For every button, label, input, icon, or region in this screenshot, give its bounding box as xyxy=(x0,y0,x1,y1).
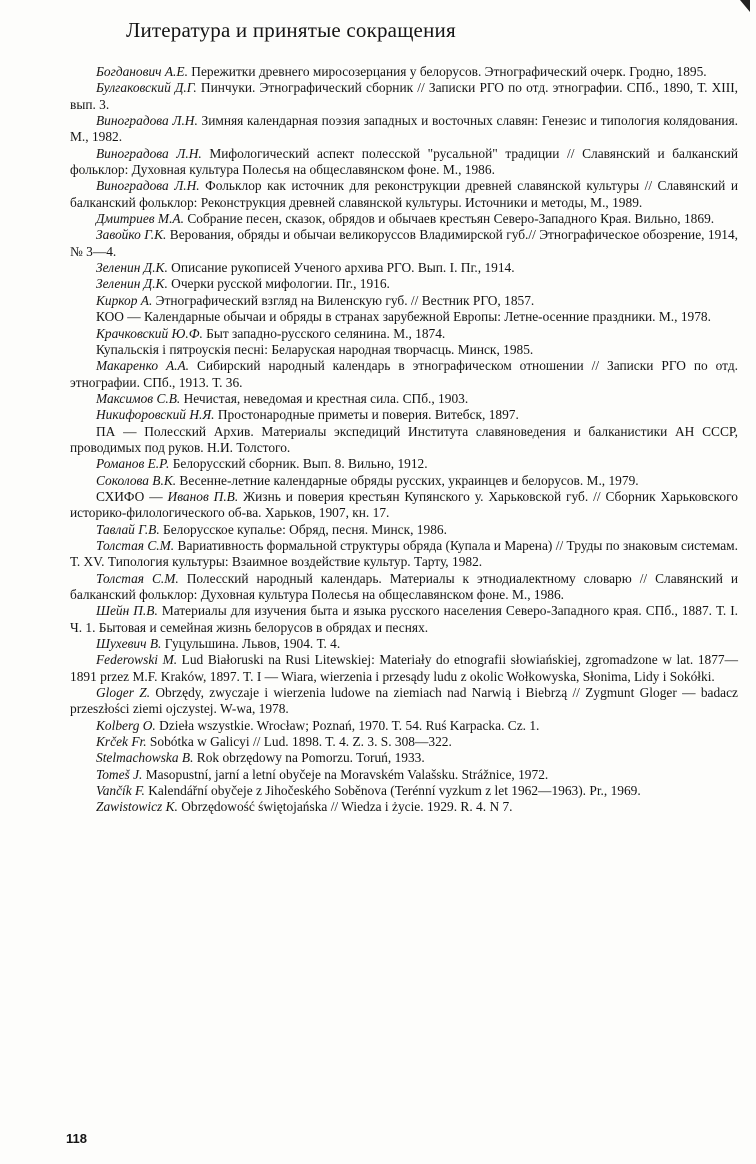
reference-text: Obrzędy, zwyczaje i wierzenia ludowe na ziemiach nad Narwią i Biebrzą // Zygmunt Gloger — badacz przeszłości ziemi ojczystej. W-wa, 1978. xyxy=(70,685,738,717)
reference-entry xyxy=(70,293,738,309)
reference-entry xyxy=(70,326,738,342)
page-number: 118 xyxy=(66,1131,87,1146)
reference-author: Виноградова Л.Н. xyxy=(96,113,198,129)
reference-entry xyxy=(70,391,738,407)
reference-author: Романов Е.Р. xyxy=(96,456,170,472)
reference-text: Пережитки древнего миросозерцания у белорусов. Этнографический очерк. Гродно, 1895. xyxy=(187,64,707,79)
reference-author: Богданович А.Е. xyxy=(96,64,188,79)
reference-author: Zawistowicz K. xyxy=(96,799,178,815)
reference-entry xyxy=(70,309,738,325)
page-heading: Литература и принятые сокращения xyxy=(126,18,456,42)
reference-entry xyxy=(70,652,738,685)
reference-text: Зимняя календарная поэзия западных и восточных славян: Генезис и типология колядования. М., 1982. xyxy=(70,113,738,145)
reference-text: Obrzędowość świętojańska // Wiedza i życie. 1929. R. 4. N 7. xyxy=(177,799,513,815)
reference-text: Гуцульшина. Львов, 1904. Т. 4. xyxy=(161,636,341,652)
reference-author: Соколова В.К. xyxy=(96,472,177,488)
reference-text: Полесский народный календарь. Материалы к этнодиалектному словарю // Славянский и балканский фольклор: Духовная культура Полесья на общеславянском фоне. М., 1986. xyxy=(70,570,738,602)
reference-text: Rok obrzędowy na Pomorzu. Toruń, 1933. xyxy=(193,750,425,766)
reference-entry xyxy=(70,227,738,260)
reference-author: Виноградова Л.Н. xyxy=(96,178,200,194)
reference-entry xyxy=(70,407,738,423)
reference-entry xyxy=(70,473,738,489)
reference-author: Киркор А. xyxy=(96,292,153,308)
reference-author: Толстая С.М. xyxy=(96,570,179,586)
reference-text: Сибирский народный календарь в этнографическом отношении // Записки РГО по отд. этнографии. СПб., 1913. Т. 36. xyxy=(70,358,739,390)
reference-text: ПА — Полесский Архив. Материалы экспедиций Института славяноведения и балканистики АН СССР, проводимых под руков. Н.И. Толстого. xyxy=(70,423,738,455)
reference-entry xyxy=(70,80,738,113)
reference-text: Верования, обряды и обычаи великоруссов Владимирской губ.// Этнографическое обозрение, 1914, № 3—4. xyxy=(70,227,739,259)
reference-author: Иванов П.В. xyxy=(167,488,239,504)
reference-list xyxy=(70,64,738,816)
reference-text: Купальскія і пятроускія песні: Беларуская народная творчасць. Минск, 1985. xyxy=(96,341,534,357)
reference-text: Dzieła wszystkie. Wrocław; Poznań, 1970. T. 54. Ruś Karpacka. Cz. 1. xyxy=(155,717,540,733)
reference-entry xyxy=(70,571,738,604)
reference-text: Lud Białoruski na Rusi Litewskiej: Materiały do etnografii słowiańskiej, zgromadzone w lat. 1877—1891 przez M.F. Kraków, 1897. T. I — Wiara, wierzenia i przesądy ludu z okolic Wołkowyska, Słonima, Lidy i Sokółki. xyxy=(70,652,739,684)
reference-entry xyxy=(70,260,738,276)
reference-entry xyxy=(70,522,738,538)
reference-entry xyxy=(70,358,738,391)
reference-entry xyxy=(70,146,738,179)
reference-author: Тавлай Г.В. xyxy=(96,521,160,537)
reference-text: Описание рукописей Ученого архива РГО. Вып. I. Пг., 1914. xyxy=(167,260,515,276)
reference-author: Макаренко А.А. xyxy=(96,358,190,374)
reference-author: Шухевич В. xyxy=(96,636,162,652)
corner-crop-mark xyxy=(740,0,750,12)
reference-author: Крачковский Ю.Ф. xyxy=(96,325,203,341)
reference-author: Зеленин Д.К. xyxy=(96,260,168,276)
reference-text: Мифологический аспект полесской "русальной" традиции // Славянский и балканский фольклор: Духовная культура Полесья на общеславянском фоне. М., 1986. xyxy=(70,145,738,178)
reference-author: Толстая С.М. xyxy=(96,537,175,553)
reference-prefix: СХИФО — xyxy=(96,488,168,504)
reference-entry xyxy=(70,685,738,718)
reference-text: Весенне-летние календарные обряды русских, украинцев и белорусов. М., 1979. xyxy=(176,472,639,488)
reference-entry xyxy=(70,113,738,146)
reference-text: Простонародные приметы и поверия. Витебск, 1897. xyxy=(214,407,519,423)
reference-text: Sobótka w Galicyi // Lud. 1898. T. 4. Z. 3. S. 308—322. xyxy=(146,734,452,750)
reference-author: Krček Fr. xyxy=(96,734,147,750)
reference-author: Зеленин Д.К. xyxy=(96,276,168,292)
reference-text: Собрание песен, сказок, обрядов и обычаев крестьян Северо-Западного Края. Вильно, 1869. xyxy=(183,211,715,227)
reference-author: Kolberg O. xyxy=(96,717,156,733)
reference-text: Материалы для изучения быта и языка русского населения Северо-Западного края. СПб., 1887. Т. I. Ч. 1. Бытовая и семейная жизнь белорусов в обрядах и песнях. xyxy=(70,603,738,635)
reference-text: Быт западно-русского селянина. М., 1874. xyxy=(202,325,446,341)
reference-author: Шейн П.В. xyxy=(96,603,158,619)
reference-author: Gloger Z. xyxy=(96,685,151,701)
reference-entry xyxy=(70,342,738,358)
reference-entry xyxy=(70,424,738,457)
reference-entry xyxy=(70,456,738,472)
reference-text: Очерки русской мифологии. Пг., 1916. xyxy=(167,276,390,292)
reference-text: Белорусский сборник. Вып. 8. Вильно, 1912. xyxy=(169,456,428,472)
reference-entry xyxy=(70,783,738,799)
reference-text: Этнографический взгляд на Виленскую губ. // Вестник РГО, 1857. xyxy=(152,292,535,308)
reference-text: КОО — Календарные обычаи и обряды в странах зарубежной Европы: Летне-осенние праздники. М., 1978. xyxy=(96,309,711,325)
reference-entry xyxy=(70,64,738,80)
reference-text: Белорусское купалье: Обряд, песня. Минск, 1986. xyxy=(159,521,447,537)
reference-entry xyxy=(70,718,738,734)
reference-author: Stelmachowska B. xyxy=(96,750,194,766)
reference-author: Максимов С.В. xyxy=(96,390,181,406)
reference-text: Вариативность формальной структуры обряда (Купала и Марена) // Труды по знаковым системам. Т. XV. Типология культуры: Взаимное воздействие культур. Тарту, 1982. xyxy=(70,537,739,570)
reference-entry xyxy=(70,276,738,292)
reference-author: Булгаковский Д.Г. xyxy=(96,80,197,96)
reference-text: Жизнь и поверия крестьян Купянского у. Харьковской губ. // Сборник Харьковского историко-филологического об-ва. Харьков, 1907, кн. 17. xyxy=(70,488,738,521)
reference-entry xyxy=(70,603,738,636)
reference-entry xyxy=(70,767,738,783)
reference-author: Tomeš J. xyxy=(96,766,143,782)
reference-entry xyxy=(70,636,738,652)
reference-entry xyxy=(70,734,738,750)
reference-text: Masopustní, jarní a letní obyčeje na Moravském Valašsku. Strážnice, 1972. xyxy=(142,766,549,782)
reference-author: Никифоровский Н.Я. xyxy=(96,407,215,423)
reference-entry xyxy=(70,538,738,571)
reference-text: Пинчуки. Этнографический сборник // Записки РГО по отд. этнографии. СПб., 1890, Т. XIII, вып. 3. xyxy=(70,80,739,112)
reference-text: Фольклор как источник для реконструкции древней славянской культуры // Славянский и балканский фольклор: Реконструкция древней славянской культуры. Источники и методы, М., 1989. xyxy=(70,178,738,210)
reference-entry xyxy=(70,750,738,766)
reference-author: Federowski M. xyxy=(96,652,178,668)
reference-entry xyxy=(70,799,738,815)
reference-author: Виноградова Л.Н. xyxy=(96,145,202,161)
reference-text: Kalendářní obyčeje z Jihočeského Soběnova (Terénní vyzkum z let 1962—1963). Pr., 1969. xyxy=(144,783,641,799)
reference-entry xyxy=(70,178,738,211)
reference-author: Завойко Г.К. xyxy=(96,227,167,243)
reference-author: Дмитриев М.А. xyxy=(96,211,184,227)
reference-entry xyxy=(70,211,738,227)
reference-author: Vančík F. xyxy=(96,783,145,799)
reference-text: Нечистая, неведомая и крестная сила. СПб., 1903. xyxy=(180,390,469,406)
reference-entry xyxy=(70,489,738,522)
